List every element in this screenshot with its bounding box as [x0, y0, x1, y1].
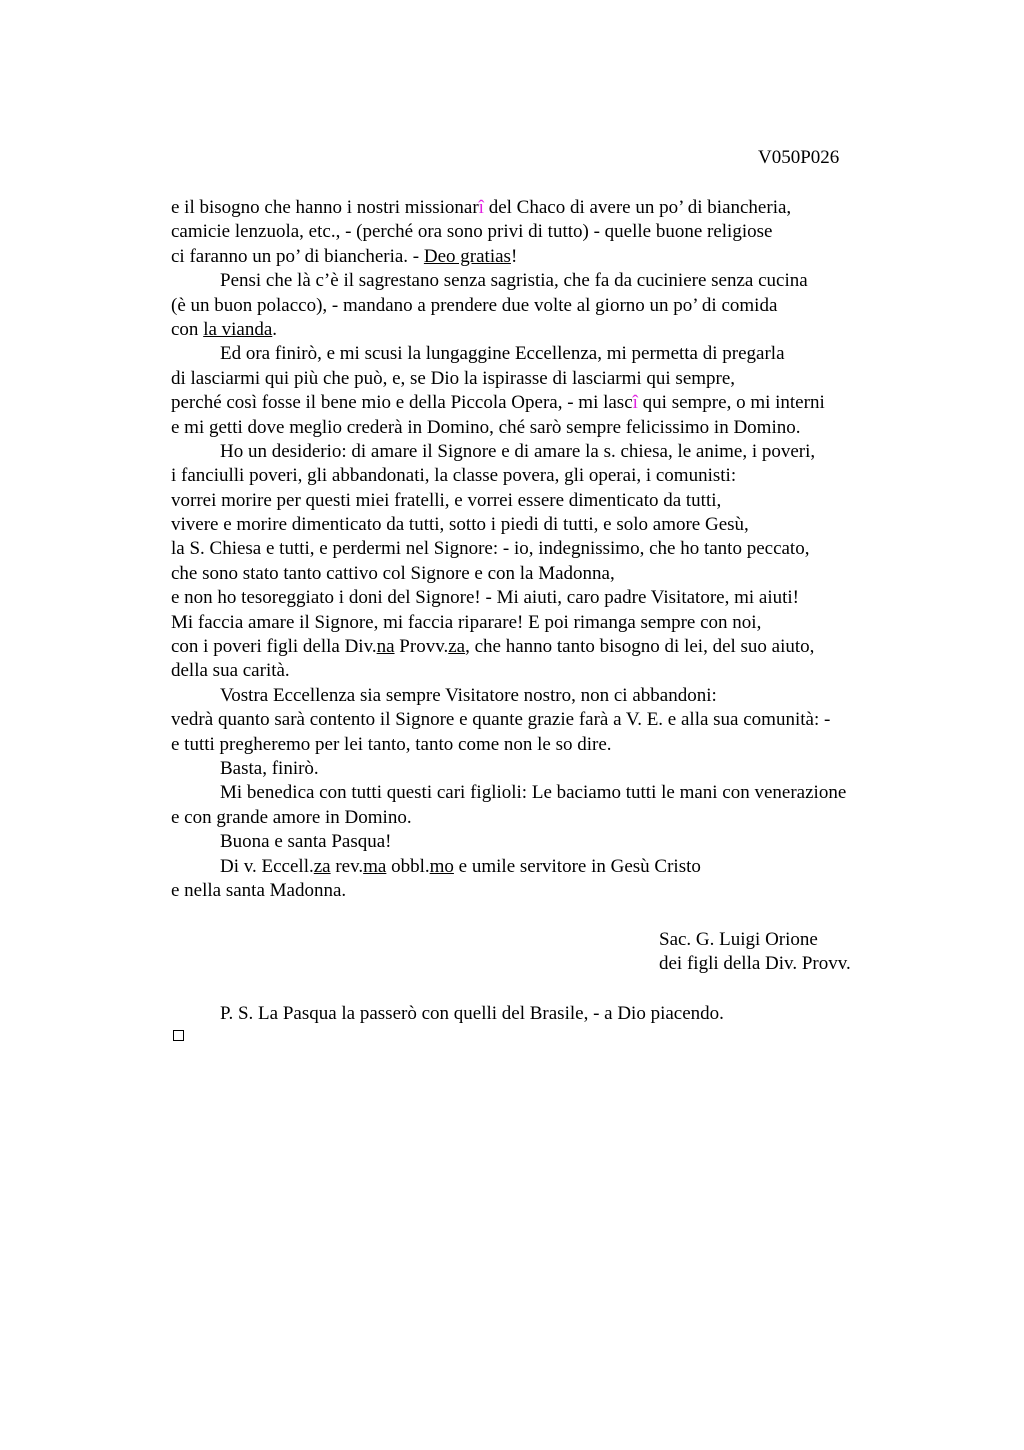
- text-segment: con: [171, 318, 204, 340]
- letter-line: [171, 806, 931, 830]
- underlined-text: la vianda: [203, 318, 273, 340]
- text-segment: vedrà quanto sarà contento il Signore e quante grazie farà a V. E. e alla sua comunità: -: [171, 709, 831, 731]
- letter-line: [171, 635, 931, 659]
- text-segment: e non ho tesoreggiato i doni del Signore! - Mi aiuti, caro padre Visitatore, mi aiuti!: [171, 587, 799, 609]
- text-segment: camicie lenzuola, etc., - (perché ora sono privi di tutto) - quelle buone religiose: [171, 221, 773, 243]
- underlined-text: ma: [363, 855, 387, 877]
- text-segment: obbl.: [386, 855, 430, 877]
- letter-line: [171, 391, 931, 415]
- letter-line: [171, 708, 931, 732]
- letter-line: [171, 586, 931, 610]
- text-segment: qui sempre, o mi interni: [637, 392, 825, 414]
- letter-line: [171, 196, 931, 220]
- letter-line: [171, 684, 931, 708]
- letter-line: [171, 781, 931, 805]
- letter-line: [171, 220, 931, 244]
- text-segment: e umile servitore in Gesù Cristo: [453, 855, 701, 877]
- letter-line: [171, 562, 931, 586]
- postscript: [171, 1002, 724, 1026]
- text-segment: î: [632, 392, 638, 414]
- letter-line: [171, 855, 931, 879]
- letter-line: [171, 611, 931, 635]
- text-segment: !: [510, 245, 518, 267]
- signature-affiliation: dei figli della Div. Provv.: [659, 953, 851, 975]
- letter-body: [171, 196, 931, 903]
- letter-line: [171, 489, 931, 513]
- text-segment: i fanciulli poveri, gli abbandonati, la classe povera, gli operai, i comunisti:: [171, 465, 737, 487]
- letter-line: [171, 830, 931, 854]
- letter-line: [171, 269, 931, 293]
- text-segment: Provv.: [394, 636, 449, 658]
- page-reference: V050P026: [758, 147, 840, 168]
- text-segment: la S. Chiesa e tutti, e perdermi nel Signore: - io, indegnissimo, che ho tanto peccato,: [171, 538, 810, 560]
- text-segment: con i poveri figli della Div.: [171, 636, 377, 658]
- letter-line: [171, 245, 931, 269]
- text-segment: ci faranno un po’ di biancheria. -: [171, 245, 424, 267]
- text-segment: Pensi che là c’è il sagrestano senza sagristia, che fa da cuciniere senza cucina: [220, 270, 808, 292]
- text-segment: , che hanno tanto bisogno di lei, del suo aiuto,: [465, 636, 815, 658]
- signature-name: Sac. G. Luigi Orione: [659, 929, 818, 950]
- text-segment: Basta, finirò.: [220, 757, 319, 779]
- letter-line: [171, 659, 931, 683]
- text-segment: perché così fosse il bene mio e della Piccola Opera, - mi lasc: [171, 392, 633, 414]
- checkbox-square-icon: [173, 1030, 184, 1041]
- letter-line: [171, 294, 931, 318]
- underlined-text: za: [313, 855, 331, 877]
- letter-line: [171, 318, 931, 342]
- text-segment: e il bisogno che hanno i nostri missionar: [171, 197, 479, 218]
- text-segment: della sua carità.: [171, 660, 290, 682]
- underlined-text: na: [376, 636, 395, 658]
- text-segment: e tutti pregheremo per lei tanto, tanto come non le so dire.: [171, 733, 612, 755]
- text-segment: î: [478, 197, 484, 218]
- underlined-text: za: [448, 636, 466, 658]
- text-segment: di lasciarmi qui più che può, e, se Dio la ispirasse di lasciarmi qui sempre,: [171, 367, 736, 389]
- text-segment: che sono stato tanto cattivo col Signore e con la Madonna,: [171, 562, 615, 584]
- text-segment: del Chaco di avere un po’ di biancheria,: [483, 197, 792, 218]
- letter-line: [171, 367, 931, 391]
- text-segment: vivere e morire dimenticato da tutti, sotto i piedi di tutti, e solo amore Gesù,: [171, 514, 749, 536]
- text-segment: .: [272, 318, 278, 340]
- text-segment: Buona e santa Pasqua!: [220, 831, 392, 853]
- text-segment: (è un buon polacco), - mandano a prendere due volte al giorno un po’ di comida: [171, 294, 778, 316]
- text-segment: Mi faccia amare il Signore, mi faccia riparare! E poi rimanga sempre con noi,: [171, 611, 762, 633]
- letter-line: [171, 342, 931, 366]
- letter-line: [171, 879, 931, 903]
- underlined-text: Deo gratias: [423, 245, 511, 267]
- underlined-text: mo: [429, 855, 454, 877]
- letter-line: [171, 537, 931, 561]
- text-segment: Ed ora finirò, e mi scusi la lungaggine Eccellenza, mi permetta di pregarla: [220, 343, 785, 365]
- text-segment: vorrei morire per questi miei fratelli, e vorrei essere dimenticato da tutti,: [171, 489, 722, 511]
- letter-line: [171, 513, 931, 537]
- letter-line: [171, 440, 931, 464]
- letter-line: [171, 416, 931, 440]
- letter-line: [171, 464, 931, 488]
- text-segment: e con grande amore in Domino.: [171, 806, 412, 828]
- signature-block: [659, 928, 851, 977]
- text-segment: Mi benedica con tutti questi cari figlioli: Le baciamo tutti le mani con venerazione: [220, 782, 847, 804]
- text-segment: Di v. Eccell.: [220, 855, 314, 877]
- text-segment: e mi getti dove meglio crederà in Domino, ché sarò sempre felicissimo in Domino.: [171, 416, 801, 438]
- letter-line: [171, 757, 931, 781]
- text-segment: rev.: [330, 855, 364, 877]
- postscript-text: P. S. La Pasqua la passerò con quelli del Brasile, - a Dio piacendo.: [220, 1003, 724, 1024]
- text-segment: Ho un desiderio: di amare il Signore e di amare la s. chiesa, le anime, i poveri,: [220, 440, 816, 462]
- letter-line: [171, 733, 931, 757]
- text-segment: e nella santa Madonna.: [171, 879, 347, 901]
- text-segment: Vostra Eccellenza sia sempre Visitatore nostro, non ci abbandoni:: [220, 684, 717, 706]
